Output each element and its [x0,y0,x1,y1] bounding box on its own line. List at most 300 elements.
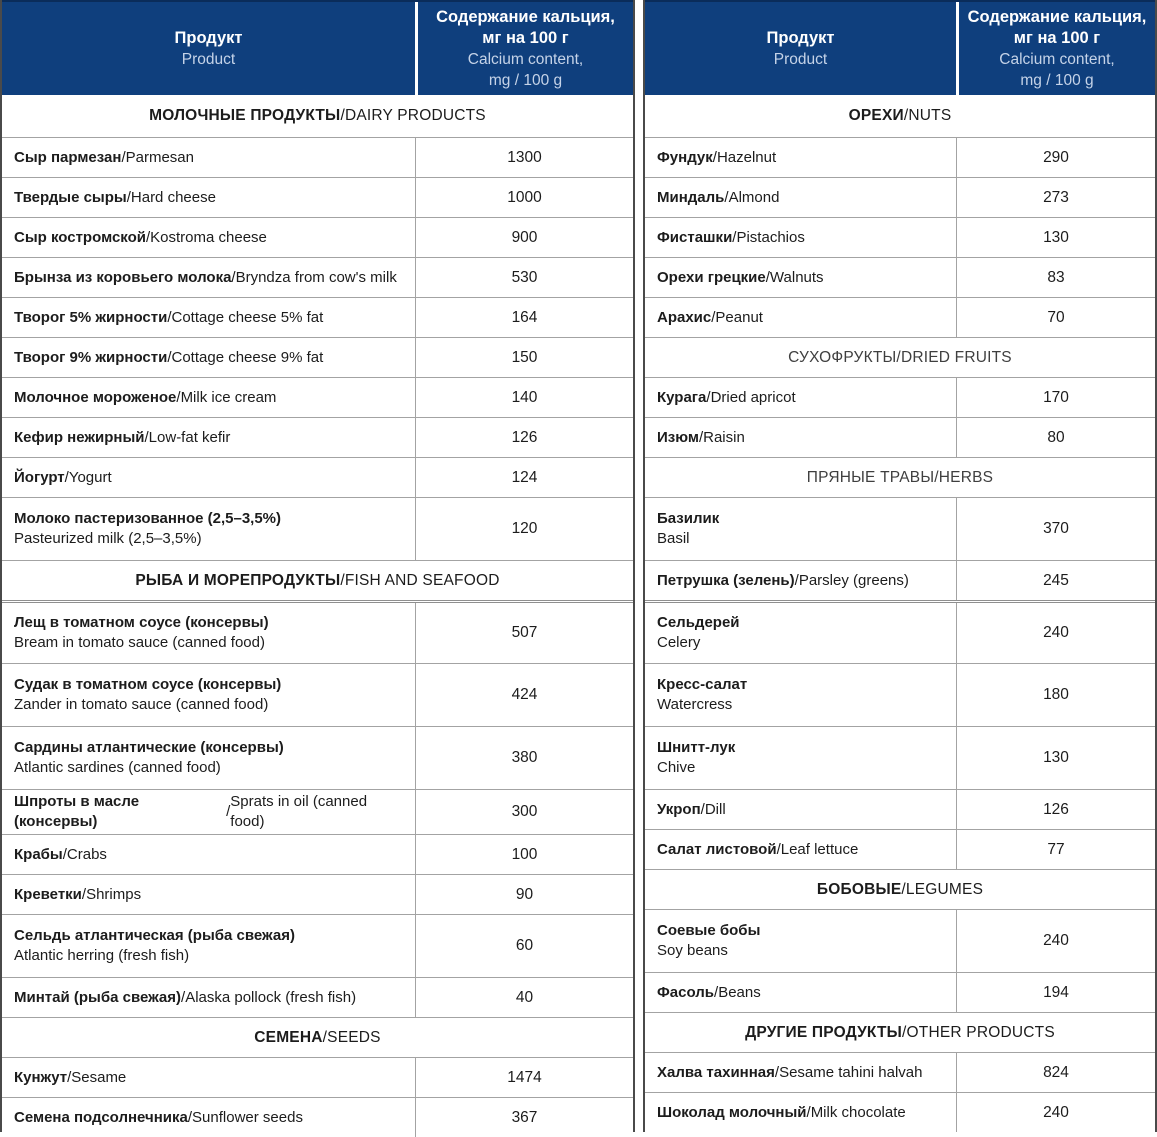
product-name-en: Hard cheese [130,188,216,206]
product-cell [645,561,956,600]
product-name-en: Walnuts [769,268,824,286]
calcium-value: 140 [511,388,538,406]
product-cell [645,1053,956,1092]
separator: / [774,1063,780,1081]
product-cell [2,978,415,1017]
product-name-ru: Сыр костромской [14,228,146,246]
table-row [2,914,633,977]
product-cell [2,298,415,337]
product-cell [2,603,415,663]
value-column-header [415,2,633,95]
product-name-ru: Минтай (рыба свежая) [14,988,182,1006]
calcium-value: 240 [1043,932,1069,949]
product-cell [2,258,415,297]
table-row [645,417,1155,457]
section-row [645,95,1155,137]
product-name-en: Dried apricot [710,388,796,406]
section-title-en: OTHER PRODUCTS [906,1023,1055,1041]
separator: / [903,107,909,124]
table-row [645,560,1155,600]
table-row [645,497,1155,560]
value-cell [415,498,633,560]
table-row [2,1057,633,1097]
product-cell [2,218,415,257]
separator: / [167,348,172,366]
separator: / [64,468,69,486]
product-name-en: Sunflower seeds [192,1108,303,1126]
section-title-en: DAIRY PRODUCTS [344,107,486,124]
value-cell [415,458,633,497]
product-name-ru: Сардины атлантические (консервы) [14,739,284,756]
separator: / [806,1103,811,1121]
calcium-value: 100 [511,845,538,863]
separator: / [67,1068,72,1086]
separator: / [62,845,67,863]
table-row [645,297,1155,337]
product-name-ru: Кунжут [14,1068,68,1086]
separator: / [712,148,717,166]
separator: / [724,188,729,206]
calcium-value: 273 [1043,188,1069,206]
value-cell [956,178,1155,217]
table-row [2,977,633,1017]
calcium-value: 80 [1047,428,1065,446]
product-name-ru: Сыр пармезан [14,148,122,166]
separator: / [711,308,716,326]
product-name-en: Celery [657,634,701,651]
product-name-en: Atlantic herring (fresh fish) [14,947,190,964]
product-name-en: Sprats in oil (canned food) [230,793,368,830]
table-row [2,834,633,874]
product-name-en: Sesame tahini halvah [779,1063,923,1081]
section-title-en: HERBS [938,468,994,486]
product-cell [645,603,956,663]
calcium-value: 530 [511,268,538,286]
product-name-en: Soy beans [657,942,728,959]
section-title-en: FISH AND SEAFOOD [344,571,500,589]
product-name-en: Cottage cheese 5% fat [171,308,324,326]
separator: / [340,571,345,589]
separator: / [698,428,704,446]
product-name-ru: Сельдерей [657,614,740,631]
section-title-ru: ДРУГИЕ ПРОДУКТЫ [745,1023,903,1041]
table-row [645,663,1155,726]
value-cell [415,418,633,457]
product-cell [2,338,415,377]
product-name-ru: Салат листовой [657,840,777,858]
calcium-value: 130 [1043,228,1069,246]
product-cell [2,1058,415,1097]
product-cell [645,258,956,297]
value-cell [956,830,1155,869]
product-name-en: Parmesan [125,148,194,166]
separator: / [732,228,737,246]
value-cell [956,218,1155,257]
product-name-ru: Креветки [14,885,82,903]
separator: / [896,348,901,366]
calcium-value: 290 [1043,148,1069,166]
product-name-ru: Молочное мороженое [14,388,177,406]
separator: / [902,1023,907,1041]
product-header-ru: Продукт [174,28,243,47]
product-name-en: Watercress [657,696,733,713]
separator: / [765,268,770,286]
value-cell [415,875,633,914]
product-name-ru: Шнитт-лук [657,739,736,756]
separator: / [340,107,345,124]
product-column-header [645,2,956,95]
value-cell [415,218,633,257]
product-name-en: Pasteurized milk (2,5–3,5%) [14,530,202,547]
product-cell [645,498,956,560]
table-row [2,789,633,834]
table-row [2,177,633,217]
product-name-ru: Молоко пастеризованное (2,5–3,5%) [14,510,282,527]
value-cell [956,664,1155,726]
product-cell [2,727,415,789]
value-header-en-line1: Calcium content, [467,50,584,68]
table-row [645,377,1155,417]
section-row [2,1017,633,1057]
value-header-en-line2: mg / 100 g [1020,71,1094,89]
value-cell [956,910,1155,972]
calcium-value: 170 [1043,388,1069,406]
separator: / [167,308,172,326]
calcium-value: 40 [515,988,534,1006]
value-cell [415,978,633,1017]
product-cell [2,664,415,726]
calcium-value: 124 [511,468,538,486]
product-name-ru: Крабы [14,845,63,863]
product-header-en: Product [773,50,828,68]
product-name-en: Bream in tomato sauce (canned food) [14,634,265,651]
product-name-en: Low-fat kefir [148,428,231,446]
separator: / [121,148,126,166]
table-row [645,726,1155,789]
section-row [645,1012,1155,1052]
product-cell [645,664,956,726]
product-cell [2,378,415,417]
product-name-en: Alaska pollock (fresh fish) [185,988,357,1006]
product-name-ru: Базилик [657,510,720,527]
product-name-ru: Миндаль [657,188,725,206]
product-name-ru: Творог 9% жирности [14,348,168,366]
product-name-en: Beans [718,983,761,1001]
separator: / [901,880,906,898]
value-cell [956,1093,1155,1132]
product-name-en: Kostroma cheese [150,228,267,246]
value-cell [415,727,633,789]
product-cell [645,1093,956,1132]
table-row [2,457,633,497]
product-name-ru: Фундук [657,148,713,166]
separator: / [706,388,711,406]
calcium-value: 380 [511,749,538,766]
value-cell [956,561,1155,600]
product-name-en: Crabs [66,845,107,863]
value-cell [956,790,1155,829]
separator: / [146,228,151,246]
table-row [2,663,633,726]
table-row [645,217,1155,257]
product-name-ru: Шоколад молочный [657,1103,807,1121]
calcium-value: 424 [511,686,538,703]
product-name-ru: Укроп [657,800,701,818]
product-cell [2,875,415,914]
separator: / [126,188,131,206]
table-row [645,789,1155,829]
product-name-ru: Творог 5% жирности [14,308,168,326]
value-cell [956,298,1155,337]
table-row [2,600,633,663]
table-row [2,417,633,457]
value-cell [956,498,1155,560]
value-cell [415,1058,633,1097]
product-name-ru: Лещ в томатном соусе (консервы) [14,614,269,631]
table-body [645,95,1155,1132]
separator: / [176,388,181,406]
product-name-en: Bryndza from cow's milk [235,268,397,286]
product-name-ru: Орехи грецкие [657,268,766,286]
table-row [2,1097,633,1137]
product-name-ru: Халва тахинная [657,1063,775,1081]
value-cell [415,603,633,663]
calcium-value: 90 [515,885,534,903]
calcium-value: 245 [1043,571,1069,589]
separator: / [226,803,231,820]
table-header [645,0,1155,95]
value-cell [956,1053,1155,1092]
value-header-en-line1: Calcium content, [999,50,1115,68]
table-row [2,137,633,177]
product-name-ru: Фисташки [657,228,733,246]
product-cell [2,138,415,177]
value-cell [956,378,1155,417]
section-row [645,457,1155,497]
separator: / [144,428,149,446]
calcium-value: 126 [1043,800,1069,818]
product-name-en: Zander in tomato sauce (canned food) [14,696,269,713]
table-row [2,377,633,417]
product-cell [645,973,956,1012]
separator: / [700,800,705,818]
product-cell [2,178,415,217]
value-cell [415,664,633,726]
separator: / [714,983,719,1001]
calcium-value: 60 [515,937,534,954]
value-header-ru-line2: мг на 100 г [482,28,569,47]
product-name-ru: Кресс-салат [657,676,748,693]
product-name-en: Yogurt [68,468,112,486]
product-cell [645,298,956,337]
value-cell [415,298,633,337]
product-name-en: Raisin [703,428,745,446]
product-name-en: Chive [657,759,696,776]
value-cell [415,790,633,834]
section-title-ru: СЕМЕНА [254,1028,323,1046]
section-title-ru: МОЛОЧНЫЕ ПРОДУКТЫ [149,107,341,124]
product-name-ru: Шпроты в масле (консервы) [14,793,140,830]
table-row [645,972,1155,1012]
product-name-en: Sesame [71,1068,127,1086]
product-name-en: Cottage cheese 9% fat [171,348,324,366]
product-name-en: Atlantic sardines (canned food) [14,759,221,776]
calcium-value: 367 [511,1108,538,1126]
product-cell [645,727,956,789]
product-cell [645,790,956,829]
product-cell [2,1098,415,1137]
product-name-en: Hazelnut [716,148,777,166]
section-title-en: SEEDS [327,1028,381,1046]
product-cell [645,830,956,869]
product-name-ru: Петрушка (зелень) [657,571,795,589]
product-cell [2,418,415,457]
product-name-en: Leaf lettuce [780,840,859,858]
separator: / [776,840,781,858]
value-header-ru-line2: мг на 100 г [1013,28,1101,47]
section-row [645,337,1155,377]
table-row [2,874,633,914]
value-header-ru-line1: Содержание кальция, [436,7,615,26]
value-cell [956,603,1155,663]
product-cell [2,790,415,834]
section-title-ru: РЫБА И МОРЕПРОДУКТЫ [135,571,341,589]
value-cell [415,138,633,177]
calcium-value: 240 [1043,1103,1069,1121]
product-name-en: Milk ice cream [180,388,277,406]
product-name-en: Shrimps [86,885,142,903]
value-cell [415,178,633,217]
product-cell [645,910,956,972]
product-name-en: Dill [704,800,726,818]
table-row [645,909,1155,972]
value-column-header [956,2,1155,95]
calcium-value: 194 [1043,983,1069,1001]
table-row [645,257,1155,297]
separator: / [81,885,87,903]
calcium-value: 83 [1047,268,1065,286]
calcium-table-right [643,0,1157,1132]
product-name-en: Milk chocolate [810,1103,906,1121]
value-cell [956,727,1155,789]
calcium-value: 1474 [507,1068,542,1086]
calcium-value: 180 [1043,686,1069,703]
product-name-en: Parsley (greens) [798,571,909,589]
calcium-value: 1000 [507,188,542,206]
calcium-value: 507 [511,624,538,641]
product-name-ru: Кефир нежирный [14,428,145,446]
product-cell [645,218,956,257]
table-header [2,0,633,95]
product-cell [2,835,415,874]
table-row [2,297,633,337]
calcium-value: 1300 [507,148,542,166]
product-name-ru: Твердые сыры [14,188,127,206]
separator: / [934,468,939,486]
product-cell [645,418,956,457]
product-cell [645,138,956,177]
product-name-en: Basil [657,530,690,547]
table-row [2,257,633,297]
section-title-en: NUTS [908,107,952,124]
product-name-ru: Брынза из коровьего молока [14,268,232,286]
calcium-value: 150 [511,348,538,366]
calcium-value: 370 [1043,520,1069,537]
calcium-value: 164 [511,308,538,326]
separator: / [231,268,236,286]
product-cell [645,378,956,417]
product-column-header [2,2,415,95]
product-header-ru: Продукт [766,28,835,47]
value-cell [956,418,1155,457]
calcium-value: 120 [511,520,538,537]
calcium-value: 300 [511,803,538,820]
section-title-ru: СУХОФРУКТЫ [788,348,897,366]
table-row [645,1052,1155,1092]
section-title-en: LEGUMES [905,880,984,898]
section-title-ru: БОБОВЫЕ [816,880,902,898]
section-row [2,560,633,600]
separator: / [794,571,799,589]
value-cell [415,835,633,874]
separator: / [322,1028,328,1046]
calcium-value: 70 [1047,308,1065,326]
table-row [645,600,1155,663]
value-header-en-line2: mg / 100 g [488,71,563,89]
product-name-ru: Судак в томатном соусе (консервы) [14,676,282,693]
separator: / [187,1108,193,1126]
product-cell [2,458,415,497]
table-row [2,217,633,257]
product-cell [2,915,415,977]
calcium-value: 130 [1043,749,1069,766]
section-row [2,95,633,137]
table-row [645,1092,1155,1132]
section-row [645,869,1155,909]
product-cell [645,178,956,217]
calcium-value: 77 [1047,840,1065,858]
value-cell [415,338,633,377]
product-name-ru: Соевые бобы [657,922,761,939]
product-name-ru: Изюм [657,428,699,446]
product-name-ru: Курага [657,388,707,406]
table-row [2,337,633,377]
value-cell [415,378,633,417]
table-body [2,95,633,1137]
section-title-en: DRIED FRUITS [900,348,1012,366]
product-name-en: Peanut [715,308,763,326]
product-header-en: Product [181,50,236,68]
product-name-ru: Фасоль [657,983,715,1001]
value-cell [956,973,1155,1012]
value-cell [956,138,1155,177]
value-cell [415,915,633,977]
table-row [645,177,1155,217]
product-name-en: Pistachios [736,228,805,246]
value-cell [415,1098,633,1137]
product-name-en: Almond [728,188,780,206]
table-row [2,497,633,560]
value-cell [956,258,1155,297]
calcium-value: 240 [1043,624,1069,641]
product-name-ru: Семена подсолнечника [14,1108,188,1126]
separator: / [181,988,186,1006]
value-header-ru-line1: Содержание кальция, [967,7,1147,26]
calcium-value: 126 [511,428,538,446]
table-row [2,726,633,789]
product-name-ru: Арахис [657,308,712,326]
product-cell [2,498,415,560]
